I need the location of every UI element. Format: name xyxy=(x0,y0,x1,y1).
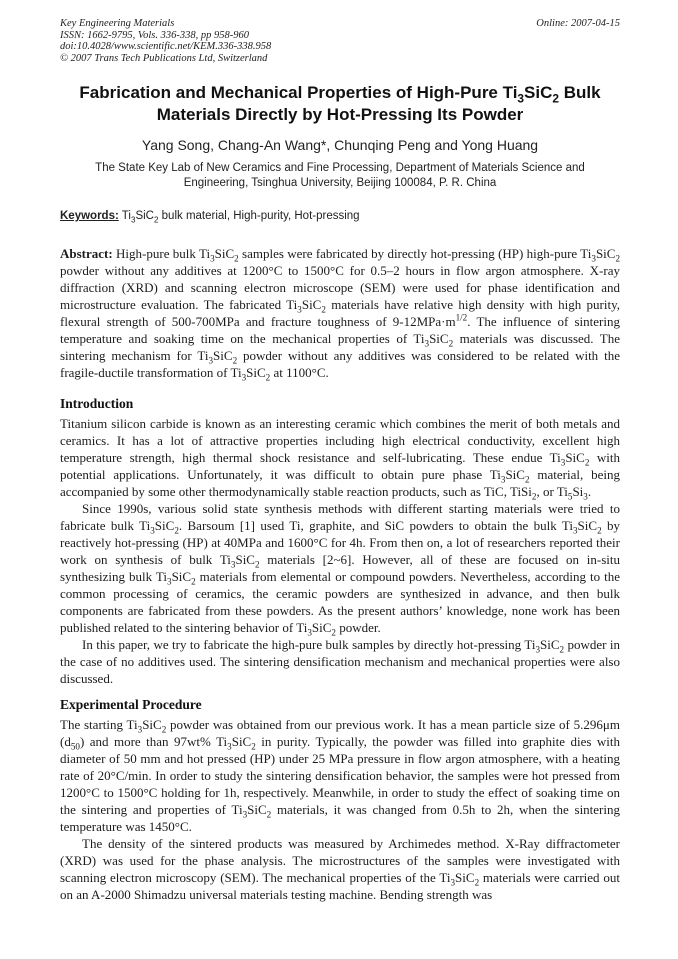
experimental-procedure-heading: Experimental Procedure xyxy=(60,697,202,713)
section-introduction xyxy=(60,395,620,687)
keywords-text: $Ti_3SiC_2$ bulk material, High-purity, Hot-pressing xyxy=(121,210,360,225)
abstract-text: High-pure bulk $Ti_3SiC_2$ samples were fabricated by directly hot-pressing (HP) high-pure $Ti_3SiC_2$ powder without any additives at 1200°C to 1500°C for 0.5–2 hours in flow argon atmosphere. X-ray diffraction (XRD) and scanning electron microscope (SEM) were used for phase identification and microstructure evaluation. The fabricated $Ti_3SiC_2$ materials have relative high density with high purity, flexural strength of 500-700MPa and fracture toughness of $9-12MPa\cdot m^{1/2}$. The influence of sintering temperature and soaking time on the mechanical properties of $Ti_3SiC_2$ materials was discussed. The sintering mechanism for $Ti_3SiC_2$ powder without any additives was considered to be related with the fragile-ductile transformation of $Ti_3SiC_2$ at 1100°C. xyxy=(60,246,620,383)
author-list: Yang Song, Chang-An Wang*, Chunqing Peng and Yong Huang xyxy=(141,137,539,154)
experimental-paragraph-1: The starting $Ti_3SiC_2$ powder was obtained from our previous work. It has a mean particle size of 5.296μm $(d_{50})$ and more than 97wt% $Ti_3SiC_2$ in purity. Typically, the powder was filled into graphite dies with diameter of 50 mm and hot pressed (HP) under 25 MPa pressure in flow argon atmosphere, with a heating rate of 20°C/min. In order to study the sintering densification behavior, the samples were hot pressed from 1200°C to 1500°C holding for 1h, respectively. Meanwhile, in order to study the effect of soaking time on the sintering and properties of $Ti_3SiC_2$ materials, it was changed from 0.5h to 2h, when the sintering temperature was 1450°C. xyxy=(60,717,620,835)
section-experimental-procedure xyxy=(60,696,620,903)
experimental-paragraph-2: The density of the sintered products was measured by Archimedes method. X-Ray diffractometer (XRD) was used for the phase analysis. The microstructures of the samples were investigated with scanning electron microscopy (SEM). The mechanical properties of the $Ti_3SiC_2$ materials were carried out on an A-2000 Shimadzu universal materials testing machine. Bending strength was xyxy=(60,836,620,903)
copyright-line: © 2007 Trans Tech Publications Ltd, Switzerland xyxy=(60,52,268,64)
abstract-label: Abstract: xyxy=(60,246,113,262)
issn-line: ISSN: 1662-9795, Vols. 336-338, pp 958-960 xyxy=(60,29,249,41)
introduction-paragraph-2: Since 1990s, various solid state synthesis methods with different starting materials were tried to fabricate bulk $Ti_3SiC_2$. Barsoum [1] used Ti, graphite, and SiC powders to obtain the bulk $Ti_3SiC_2$ by reactively hot-pressing (HP) at 40MPa and 1600°C for 4h. From then on, a lot of researchers reported their work on synthesis of bulk $Ti_3SiC_2$ materials [2~6]. However, all of these are focused on in-situ synthesizing bulk $Ti_3SiC_2$ materials from elemental or compound powders. Nevertheless, according to the common processing of ceramics, the ceramic powders are synthesized in advance, and then bulk components are fabricated from these powders. As the present authors’ knowledge, none work has been published related to the sintering behavior of $Ti_3SiC_2$ powder. xyxy=(60,501,621,638)
journal-info-block xyxy=(60,18,271,64)
introduction-paragraph-3: In this paper, we try to fabricate the high-pure bulk samples by directly hot-pressing $Ti_3SiC_2$ powder in the case of no additives used. The sintering densification mechanism and mechanical properties were also discussed. xyxy=(60,637,620,687)
introduction-paragraph-1: Titanium silicon carbide is known as an interesting ceramic which combines the merit of both metals and ceramics. It has a lot of attractive properties including high electrical conductivity, excellent high temperature strength, high thermal shock resistance and self-lubricating. These endue $Ti_3SiC_2$ with potential applications. Unfortunately, it was difficult to obtain pure phase $Ti_3SiC_2$ material, being accompanied by some other thermodynamically stable reaction products, such as TiC, TiSi$_2$, or $Ti_5Si_3$. xyxy=(60,416,620,502)
doi-line: doi:10.4028/www.scientific.net/KEM.336-338.958 xyxy=(60,41,272,52)
publication-header xyxy=(60,18,620,64)
affiliation: The State Key Lab of New Ceramics and Fine Processing, Department of Materials Science and Engineering, Tsinghua University, Beijing 100084, P. R. China xyxy=(95,162,585,189)
abstract-paragraph xyxy=(60,245,620,381)
paper-title: Fabrication and Mechanical Properties of High-Pure $Ti_3SiC_2$ Bulk Materials Directly by Hot-Pressing Its Powder xyxy=(79,83,601,124)
keywords-line xyxy=(60,209,620,224)
keywords-label: Keywords: xyxy=(60,210,119,223)
introduction-heading: Introduction xyxy=(60,396,134,412)
online-date: Online: 2007-04-15 xyxy=(536,18,620,29)
journal-title: Key Engineering Materials xyxy=(60,18,175,29)
